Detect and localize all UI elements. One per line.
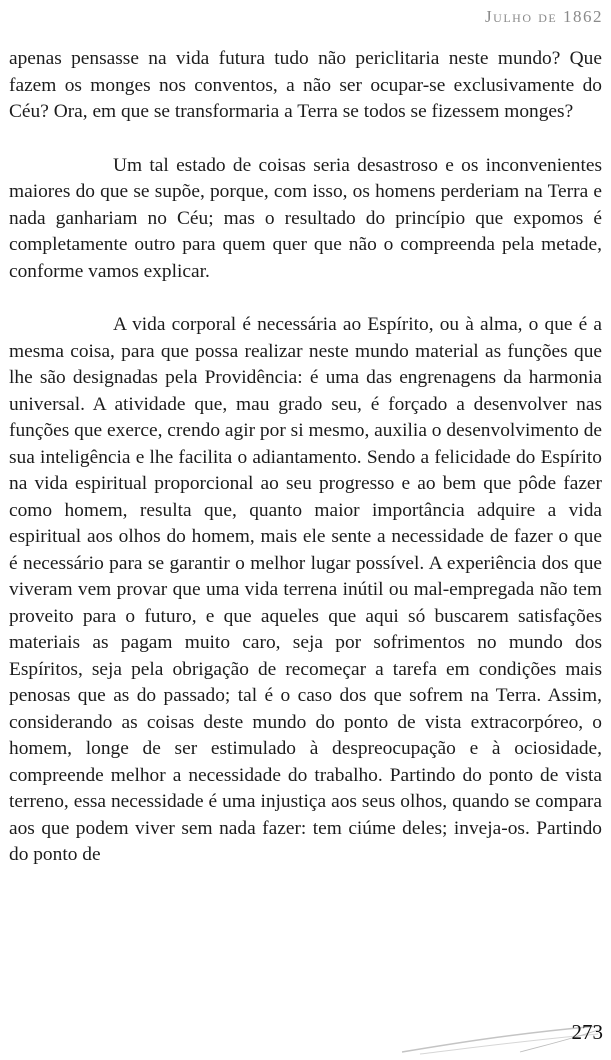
page-footer [0,1018,611,1060]
running-header: Julho de 1862 [485,7,603,26]
paragraph: Um tal estado de coisas seria desastroso e os inconvenientes maiores do que se supõe, porque, com isso, os homens perderiam na Terra e nada ganhariam no Céu; mas o resultado do princípio que expomos é completamente outro para quem quer que não o compreenda pela metade, conforme vamos explicar. [9,154,602,282]
paragraph-continuation: apenas pensasse na vida futura tudo não periclitaria neste mundo? Que fazem os monges nos conventos, a não ser ocupar-se exclusivamente do Céu? Ora, em que se transformaria a Terra se todos se fizessem monges? [9,48,602,122]
page-body [9,46,602,896]
paragraph: A vida corporal é necessária ao Espírito, ou à alma, o que é a mesma coisa, para que possa realizar neste mundo material as funções que lhe são designadas pela Providência: é uma das engrenagens da harmonia universal. A atividade que, mau grado seu, é forçado a desenvolver nas funções que exerce, crendo agir por si mesmo, auxilia o desenvolvimento de sua inteligência e lhe facilita o adiantamento. Sendo a felicidade do Espírito na vida espiritual proporcional ao seu progresso e ao bem que pôde fazer como homem, resulta que, quanto maior importância adquire a vida espiritual aos olhos do homem, mais ele sente a necessidade de fazer o que é necessário para se garantir o melhor lugar possível. A experiência dos que viveram vem provar que uma vida terrena inútil ou mal-empregada não tem proveito para o futuro, e que aqueles que aqui só buscarem satisfações materiais as pagam muito caro, seja por sofrimentos no mundo dos Espíritos, seja pela obrigação de recomeçar a tarefa em condições mais penosas que as do passado; tal é o caso dos que sofrem na Terra. Assim, considerando as coisas deste mundo do ponto de vista extracorpóreo, o homem, longe de ser estimulado à despreocupação e à ociosidade, compreende melhor a necessidade do trabalho. Partindo do ponto de vista terreno, essa necessidade é uma injustiça aos seus olhos, quando se compara aos que podem viver sem nada fazer: tem ciúme deles; inveja-os. Partindo do ponto de [9,314,602,865]
footer-swash-ornament [400,1022,600,1056]
page-number: 273 [571,1020,603,1044]
